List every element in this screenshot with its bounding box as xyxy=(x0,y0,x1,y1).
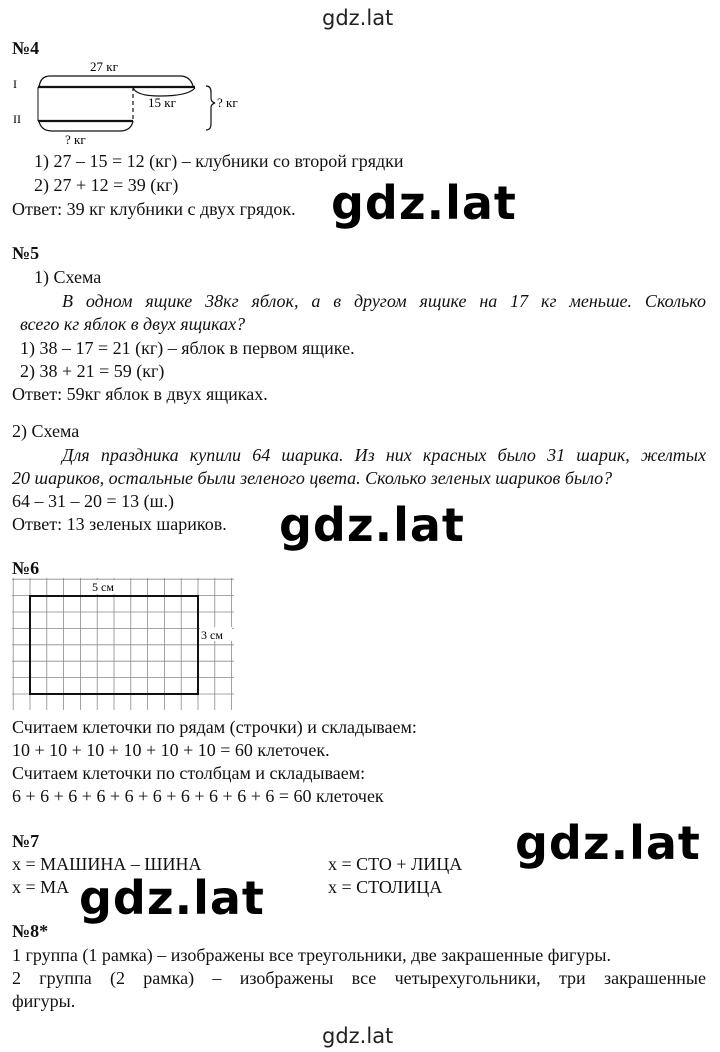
task6-line2: 10 + 10 + 10 + 10 + 10 + 10 = 60 клеточек. xyxy=(12,740,330,760)
task5-problem2-line1: Для праздника купили 64 шарика. Из них красных было 31 шарик, желтых xyxy=(62,445,706,465)
header-watermark: gdz.lat xyxy=(322,6,394,30)
task8-line2b: фигуры. xyxy=(12,991,76,1011)
task8-line2a: 2 группа (2 рамка) – изображены все четырехугольники, три закрашенные xyxy=(12,968,706,988)
task6-grid xyxy=(10,576,240,711)
task6-heading: №6 xyxy=(12,558,40,578)
watermark-2: gdz.lat xyxy=(279,498,465,552)
task5-problem1-line2: всего кг яблок в двух ящиках? xyxy=(20,314,246,334)
watermark-3: gdz.lat xyxy=(515,816,701,870)
task6-line3: Считаем клеточки по столбцам и складываем: xyxy=(12,763,366,783)
task5-scheme1: 1) Схема xyxy=(34,267,102,287)
task7-right1: x = СТО + ЛИЦА xyxy=(328,854,463,874)
diagram-total-label: ? кг xyxy=(217,95,238,110)
diagram-right-brace xyxy=(206,86,215,130)
task6-height-label: 3 см xyxy=(201,628,223,642)
diagram-bottom-label: ? кг xyxy=(65,132,86,147)
diagram-row1-label: I xyxy=(13,77,17,91)
task4-answer: Ответ: 39 кг клубники с двух грядок. xyxy=(12,199,296,219)
task5-scheme2: 2) Схема xyxy=(12,421,80,441)
watermark-4: gdz.lat xyxy=(79,871,265,925)
task8-heading: №8* xyxy=(12,921,49,941)
task7-right2: x = СТОЛИЦА xyxy=(328,877,443,897)
diagram-row2-label: II xyxy=(13,112,21,126)
task5-answer2: Ответ: 13 зеленых шариков. xyxy=(12,514,227,534)
task8-line1: 1 группа (1 рамка) – изображены все треугольники, две закрашенные фигуры. xyxy=(12,945,612,965)
diagram-bottom-brace xyxy=(39,121,133,131)
diagram-diff-label: 15 кг xyxy=(148,95,176,110)
task4-diagram xyxy=(10,58,250,148)
task5-step1: 1) 38 – 17 = 21 (кг) – яблок в первом ящике. xyxy=(20,338,355,358)
task4-step1: 1) 27 – 15 = 12 (кг) – клубники со второй грядки xyxy=(34,151,404,171)
task5-calc: 64 – 31 – 20 = 13 (ш.) xyxy=(12,491,174,511)
task5-problem2-line2: 20 шариков, остальные были зеленого цвета. Сколько зеленых шариков было? xyxy=(12,468,613,488)
footer-watermark: gdz.lat xyxy=(322,1024,394,1048)
task5-heading: №5 xyxy=(12,243,40,263)
task7-left1: x = МАШИНА – ШИНА xyxy=(12,854,202,874)
watermark-1: gdz.lat xyxy=(331,176,517,230)
task6-width-label: 5 см xyxy=(92,580,114,594)
task5-problem1-line1: В одном ящике 38кг яблок, а в другом ящике на 17 кг меньше. Сколько xyxy=(62,291,706,311)
task5-answer1: Ответ: 59кг яблок в двух ящиках. xyxy=(12,384,268,404)
task6-line4: 6 + 6 + 6 + 6 + 6 + 6 + 6 + 6 + 6 + 6 = 60 клеточек xyxy=(12,786,384,806)
task4-step2: 2) 27 + 12 = 39 (кг) xyxy=(34,175,179,195)
task6-line1: Считаем клеточки по рядам (строчки) и складываем: xyxy=(12,717,417,737)
diagram-top-label: 27 кг xyxy=(90,59,118,74)
task7-heading: №7 xyxy=(12,831,40,851)
task4-heading: №4 xyxy=(12,38,40,58)
task5-step2: 2) 38 + 21 = 59 (кг) xyxy=(20,361,165,381)
task7-left2: x = МА xyxy=(12,877,70,897)
